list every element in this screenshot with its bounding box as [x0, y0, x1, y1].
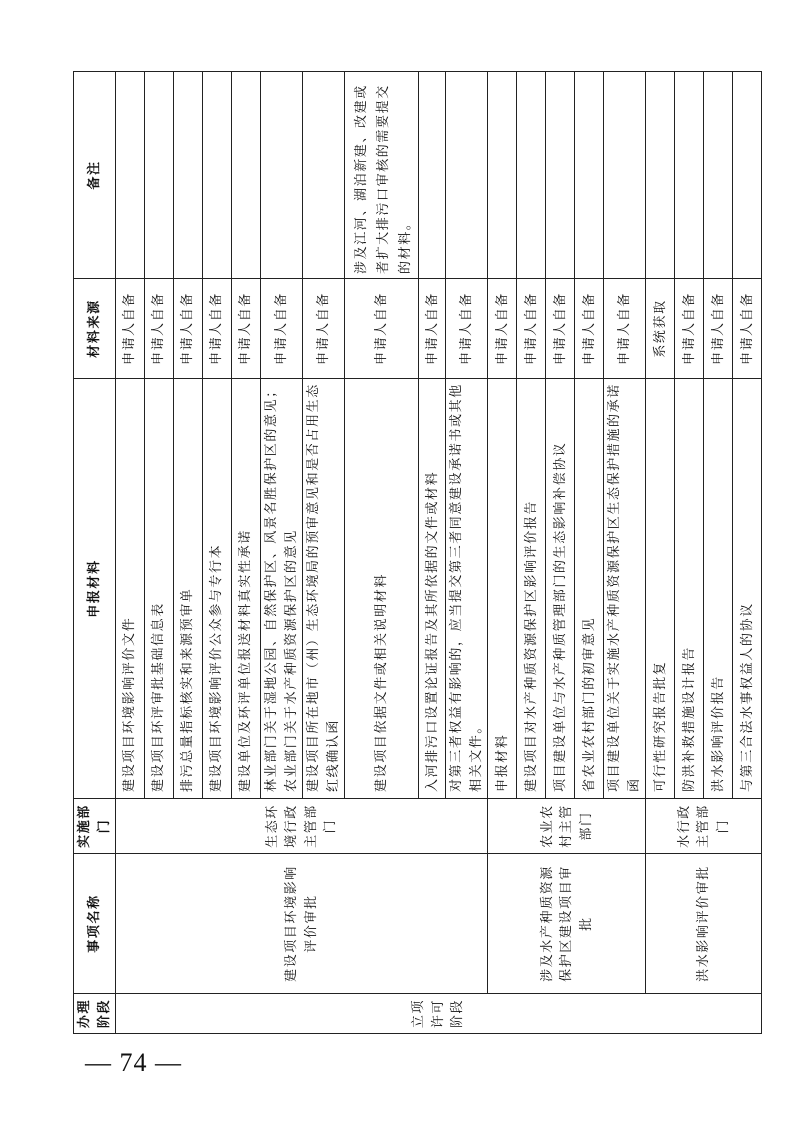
remark-cell: 涉及江河、湖泊新建、改建或者扩大排污口审核的需要提交的材料。 — [345, 72, 419, 279]
source-cell: 申请人自备 — [704, 279, 733, 379]
material-cell: 省农业农村部门的初审意见 — [575, 379, 604, 799]
material-cell: 建设项目所在地市（州）生态环境局的预审意见和是否占用生态红线确认函 — [303, 379, 345, 799]
department-cell: 水行政主管部门 — [646, 799, 762, 854]
material-cell: 防洪补救措施设计报告 — [675, 379, 704, 799]
remark-cell — [604, 72, 646, 279]
source-cell: 申请人自备 — [546, 279, 575, 379]
source-cell: 申请人自备 — [145, 279, 174, 379]
table-header-row — [74, 72, 116, 1034]
source-cell: 申请人自备 — [675, 279, 704, 379]
item-name-cell: 洪水影响评价审批 — [646, 854, 762, 994]
stage-cell: 立项许可阶段 — [116, 994, 762, 1034]
source-cell: 申请人自备 — [203, 279, 232, 379]
remark-cell — [419, 72, 446, 279]
material-cell: 建设项目对水产种质资源保护区影响评价报告 — [517, 379, 546, 799]
source-cell: 申请人自备 — [575, 279, 604, 379]
remark-cell — [174, 72, 203, 279]
remark-cell — [145, 72, 174, 279]
source-cell: 申请人自备 — [116, 279, 145, 379]
remark-cell — [261, 72, 303, 279]
material-cell: 建设项目依据文件或相关说明材料 — [345, 379, 419, 799]
remark-cell — [116, 72, 145, 279]
table-row — [116, 72, 145, 1034]
header-remark: 备注 — [74, 72, 116, 279]
remark-cell — [232, 72, 261, 279]
material-cell: 入河排污口设置论证报告及其所依据的文件或材料 — [419, 379, 446, 799]
material-cell: 对第三者权益有影响的，应当提交第三者同意建设承诺书或其他相关文件。 — [446, 379, 488, 799]
source-cell: 申请人自备 — [446, 279, 488, 379]
department-cell: 农业农村主管部门 — [488, 799, 646, 854]
source-cell: 申请人自备 — [232, 279, 261, 379]
item-name-cell: 建设项目环境影响评价审批 — [116, 854, 488, 994]
material-cell: 建设项目环境影响评价文件 — [116, 379, 145, 799]
source-cell: 申请人自备 — [174, 279, 203, 379]
source-cell: 申请人自备 — [303, 279, 345, 379]
header-item-name: 事项名称 — [74, 854, 116, 994]
remark-cell — [517, 72, 546, 279]
material-cell: 项目建设单位关于实施水产种质资源保护区生态保护措施的承诺函 — [604, 379, 646, 799]
remark-cell — [575, 72, 604, 279]
table-row — [488, 72, 517, 1034]
remark-cell — [733, 72, 762, 279]
source-cell: 申请人自备 — [419, 279, 446, 379]
page-number: — 74 — — [85, 1048, 182, 1077]
approval-materials-table — [73, 71, 762, 1034]
source-cell: 申请人自备 — [604, 279, 646, 379]
source-cell: 系统获取 — [646, 279, 675, 379]
material-cell: 建设单位及环评单位报送材料真实性承诺 — [232, 379, 261, 799]
material-cell: 与第三合法水事权益人的协议 — [733, 379, 762, 799]
material-cell: 林业部门关于湿地公园、自然保护区、风景名胜保护区的意见；农业部门关于水产种质资源保护区的意见 — [261, 379, 303, 799]
material-cell: 洪水影响评价报告 — [704, 379, 733, 799]
header-materials: 申报材料 — [74, 379, 116, 799]
material-cell: 建设项目环境影响评价公众参与专行本 — [203, 379, 232, 799]
source-cell: 申请人自备 — [733, 279, 762, 379]
table-body — [116, 72, 762, 1034]
department-cell: 生态环境行政主管部门 — [116, 799, 488, 854]
remark-cell — [203, 72, 232, 279]
source-cell: 申请人自备 — [517, 279, 546, 379]
remark-cell — [646, 72, 675, 279]
item-name-cell: 涉及水产种质资源保护区建设项目审批 — [488, 854, 646, 994]
remark-cell — [675, 72, 704, 279]
material-cell: 项目建设单位与水产种质管理部门的生态影响补偿协议 — [546, 379, 575, 799]
table-row — [646, 72, 675, 1034]
remark-cell — [704, 72, 733, 279]
rotated-table-container — [73, 72, 755, 1034]
header-stage: 办理阶段 — [74, 994, 116, 1034]
source-cell: 申请人自备 — [488, 279, 517, 379]
header-department: 实施部门 — [74, 799, 116, 854]
remark-cell — [488, 72, 517, 279]
remark-cell — [446, 72, 488, 279]
source-cell: 申请人自备 — [345, 279, 419, 379]
remark-cell — [546, 72, 575, 279]
source-cell: 申请人自备 — [261, 279, 303, 379]
material-cell: 可行性研究报告批复 — [646, 379, 675, 799]
header-source: 材料来源 — [74, 279, 116, 379]
material-cell: 申报材料 — [488, 379, 517, 799]
material-cell: 排污总量指标核实和来源预审单 — [174, 379, 203, 799]
remark-cell — [303, 72, 345, 279]
material-cell: 建设项目环评审批基础信息表 — [145, 379, 174, 799]
